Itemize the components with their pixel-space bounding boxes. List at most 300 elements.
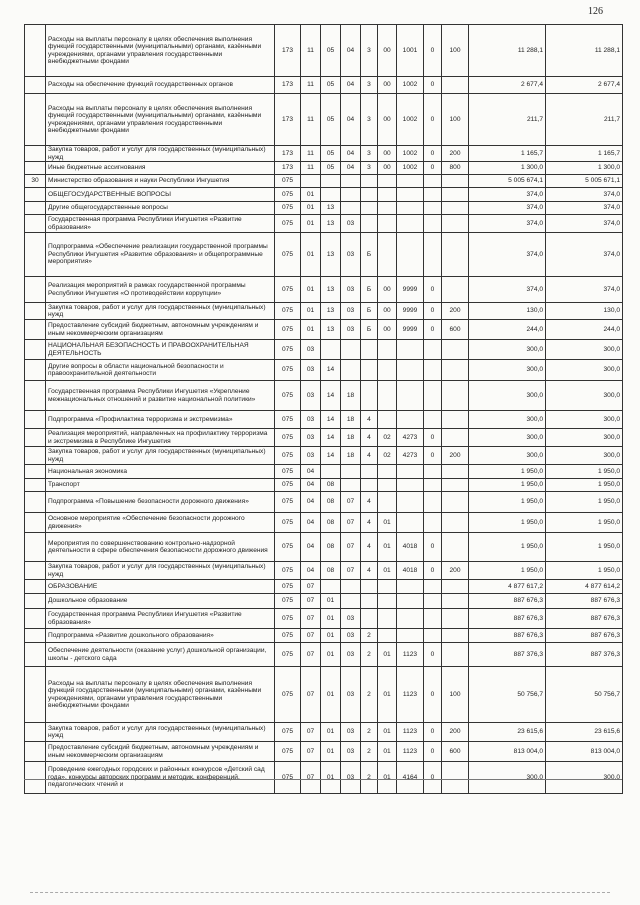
row-code-cell: 08 [321, 562, 341, 580]
table-row [25, 202, 623, 215]
row-code-cell: 01 [301, 277, 321, 303]
row-code-cell: 173 [275, 77, 301, 94]
row-code-cell: 11 [301, 77, 321, 94]
row-code-cell: 1123 [397, 723, 424, 742]
row-sum-cell: 813 004,0 [469, 742, 546, 762]
row-code-cell: 13 [321, 277, 341, 303]
table-row [25, 25, 623, 77]
row-code-cell [361, 340, 378, 360]
row-sum-cell: 300,0 [469, 360, 546, 381]
row-code-cell [378, 479, 397, 492]
row-code-cell [397, 175, 424, 188]
row-sum-cell: 813 004,0 [546, 742, 623, 762]
row-sum-cell: 374,0 [546, 233, 623, 277]
row-sum-cell: 300,0 [546, 447, 623, 465]
row-code-cell: 00 [378, 146, 397, 162]
row-code-cell [397, 202, 424, 215]
row-number-cell [25, 233, 46, 277]
row-code-cell [341, 479, 361, 492]
row-code-cell: 13 [321, 320, 341, 340]
table-row [25, 492, 623, 513]
row-code-cell [397, 465, 424, 479]
row-code-cell: 1002 [397, 94, 424, 146]
row-code-cell: 01 [321, 667, 341, 723]
page-number: 126 [588, 6, 603, 17]
row-code-cell [442, 513, 469, 533]
row-code-cell [361, 175, 378, 188]
row-name-cell: Проведение ежегодных городских и районных конкурсов «Детский сад года», конкурсы авторских программ и методик, конференций, педагогических чтений и [46, 762, 275, 794]
row-code-cell [378, 202, 397, 215]
row-code-cell: 14 [321, 360, 341, 381]
row-name-cell: ОБЩЕГОСУДАРСТВЕННЫЕ ВОПРОСЫ [46, 188, 275, 202]
footer-rule [24, 779, 622, 780]
row-code-cell [378, 465, 397, 479]
row-code-cell: 00 [378, 303, 397, 320]
row-code-cell: 01 [321, 742, 341, 762]
row-code-cell: 4273 [397, 447, 424, 465]
budget-sheet [24, 24, 622, 794]
row-name-cell: Иные бюджетные ассигнования [46, 162, 275, 175]
row-code-cell [378, 215, 397, 233]
row-name-cell: Закупка товаров, работ и услуг для государственных (муниципальных) нужд [46, 562, 275, 580]
row-sum-cell: 11 288,1 [546, 25, 623, 77]
row-code-cell: 04 [301, 513, 321, 533]
row-code-cell: 03 [301, 411, 321, 429]
row-name-cell: Транспорт [46, 479, 275, 492]
row-code-cell: 07 [341, 492, 361, 513]
row-code-cell [424, 594, 442, 609]
row-sum-cell: 1 950,0 [469, 562, 546, 580]
row-sum-cell: 887 676,3 [469, 629, 546, 643]
row-code-cell [361, 215, 378, 233]
row-code-cell [442, 465, 469, 479]
row-number-cell [25, 77, 46, 94]
row-code-cell: 01 [301, 202, 321, 215]
row-code-cell: 0 [424, 562, 442, 580]
row-code-cell [361, 609, 378, 629]
row-code-cell [397, 360, 424, 381]
row-code-cell: 18 [341, 429, 361, 447]
row-name-cell: Подпрограмма «Повышение безопасности дорожного движения» [46, 492, 275, 513]
row-code-cell: 075 [275, 742, 301, 762]
row-code-cell: 075 [275, 643, 301, 667]
row-code-cell: 0 [424, 77, 442, 94]
row-code-cell [442, 233, 469, 277]
row-code-cell [301, 175, 321, 188]
row-code-cell: 4273 [397, 429, 424, 447]
row-code-cell: Б [361, 277, 378, 303]
row-code-cell [424, 202, 442, 215]
row-sum-cell: 374,0 [546, 188, 623, 202]
row-code-cell: 03 [341, 742, 361, 762]
row-code-cell: 01 [321, 629, 341, 643]
row-code-cell: 075 [275, 594, 301, 609]
table-row [25, 465, 623, 479]
table-row [25, 411, 623, 429]
row-code-cell: 9999 [397, 277, 424, 303]
row-code-cell [361, 188, 378, 202]
row-code-cell: 075 [275, 580, 301, 594]
row-code-cell: 0 [424, 643, 442, 667]
row-code-cell: 04 [301, 533, 321, 562]
row-code-cell: 03 [341, 643, 361, 667]
row-code-cell [442, 762, 469, 794]
table-row [25, 320, 623, 340]
row-sum-cell: 130,0 [469, 303, 546, 320]
row-sum-cell: 1 950,0 [546, 562, 623, 580]
row-number-cell [25, 340, 46, 360]
table-row [25, 594, 623, 609]
row-code-cell: 07 [301, 609, 321, 629]
row-code-cell: 1002 [397, 162, 424, 175]
row-code-cell: 1123 [397, 742, 424, 762]
row-name-cell: Государственная программа Республики Ингушетия «Развитие образования» [46, 215, 275, 233]
row-code-cell: 9999 [397, 303, 424, 320]
row-code-cell: Б [361, 233, 378, 277]
table-row [25, 513, 623, 533]
row-code-cell: 075 [275, 609, 301, 629]
row-code-cell: 11 [301, 162, 321, 175]
row-code-cell [341, 580, 361, 594]
budget-table-body [25, 25, 623, 794]
table-row [25, 479, 623, 492]
row-code-cell [378, 233, 397, 277]
row-code-cell: 01 [301, 303, 321, 320]
row-code-cell: 3 [361, 77, 378, 94]
row-code-cell [341, 465, 361, 479]
row-code-cell: 2 [361, 629, 378, 643]
row-code-cell: 04 [341, 146, 361, 162]
row-code-cell: 03 [341, 215, 361, 233]
row-code-cell [442, 215, 469, 233]
row-name-cell: Расходы на выплаты персоналу в целях обеспечения выполнения функций государственными (муниципальными) органами, казёнными учреждениями, органами управления государственными внебюджетными фондами [46, 94, 275, 146]
row-number-cell [25, 429, 46, 447]
row-name-cell: НАЦИОНАЛЬНАЯ БЕЗОПАСНОСТЬ И ПРАВООХРАНИТЕЛЬНАЯ ДЕЯТЕЛЬНОСТЬ [46, 340, 275, 360]
row-code-cell [397, 479, 424, 492]
row-number-cell [25, 162, 46, 175]
table-row [25, 360, 623, 381]
row-code-cell: 08 [321, 492, 341, 513]
row-code-cell: 173 [275, 25, 301, 77]
row-code-cell: 01 [378, 513, 397, 533]
row-code-cell: 07 [301, 594, 321, 609]
row-sum-cell: 5 005 674,1 [469, 175, 546, 188]
row-code-cell: 08 [321, 513, 341, 533]
row-code-cell: 03 [341, 233, 361, 277]
row-code-cell [424, 340, 442, 360]
row-code-cell [397, 215, 424, 233]
row-code-cell: 07 [301, 742, 321, 762]
row-code-cell: 01 [378, 643, 397, 667]
row-code-cell: 200 [442, 562, 469, 580]
row-sum-cell: 4 877 617,2 [469, 580, 546, 594]
row-number-cell [25, 533, 46, 562]
row-name-cell: Национальная экономика [46, 465, 275, 479]
row-code-cell [424, 492, 442, 513]
row-code-cell [424, 381, 442, 411]
row-sum-cell: 2 677,4 [469, 77, 546, 94]
budget-table [24, 24, 623, 794]
table-row [25, 742, 623, 762]
row-code-cell [361, 479, 378, 492]
row-sum-cell: 23 615,6 [546, 723, 623, 742]
row-name-cell: Предоставление субсидий бюджетным, автономным учреждениям и иным некоммерческим организациям [46, 742, 275, 762]
row-number-cell [25, 465, 46, 479]
row-sum-cell: 1 950,0 [469, 465, 546, 479]
row-number-cell [25, 479, 46, 492]
row-code-cell: 11 [301, 25, 321, 77]
row-code-cell: 01 [321, 643, 341, 667]
table-row [25, 629, 623, 643]
row-code-cell [442, 533, 469, 562]
row-name-cell: Предоставление субсидий бюджетным, автономным учреждениям и иным некоммерческим организациям [46, 320, 275, 340]
row-code-cell: 01 [378, 533, 397, 562]
table-row [25, 303, 623, 320]
row-code-cell [341, 360, 361, 381]
row-code-cell: 075 [275, 513, 301, 533]
row-sum-cell: 300,0 [469, 447, 546, 465]
row-code-cell [442, 492, 469, 513]
row-code-cell [378, 411, 397, 429]
row-sum-cell: 2 677,4 [546, 77, 623, 94]
row-code-cell: 07 [301, 643, 321, 667]
table-row [25, 94, 623, 146]
row-sum-cell: 11 288,1 [469, 25, 546, 77]
table-row [25, 762, 623, 794]
row-code-cell: 13 [321, 215, 341, 233]
row-code-cell: 01 [378, 667, 397, 723]
row-name-cell: Реализация мероприятий, направленных на профилактику терроризма и экстремизма в Республике Ингушетия [46, 429, 275, 447]
row-code-cell: 600 [442, 742, 469, 762]
row-code-cell [397, 411, 424, 429]
table-row [25, 609, 623, 629]
row-code-cell: 00 [378, 94, 397, 146]
row-code-cell: 01 [301, 188, 321, 202]
table-row [25, 643, 623, 667]
row-sum-cell: 130,0 [546, 303, 623, 320]
row-code-cell: 04 [341, 162, 361, 175]
row-code-cell [397, 594, 424, 609]
row-code-cell: 07 [301, 762, 321, 794]
row-code-cell: 075 [275, 723, 301, 742]
row-sum-cell: 244,0 [546, 320, 623, 340]
row-code-cell: 02 [378, 429, 397, 447]
row-code-cell [424, 513, 442, 533]
row-code-cell: 0 [424, 447, 442, 465]
row-code-cell: 01 [321, 609, 341, 629]
row-code-cell: 14 [321, 429, 341, 447]
row-sum-cell: 300,0 [546, 429, 623, 447]
row-sum-cell: 374,0 [469, 215, 546, 233]
row-code-cell: 4 [361, 429, 378, 447]
row-number-cell [25, 762, 46, 794]
row-code-cell [378, 188, 397, 202]
row-number-cell [25, 580, 46, 594]
row-code-cell: 0 [424, 533, 442, 562]
row-sum-cell: 1 300,0 [469, 162, 546, 175]
row-code-cell: Б [361, 320, 378, 340]
row-code-cell [397, 188, 424, 202]
row-name-cell: Подпрограмма «Обеспечение реализации государственной программы Республики Ингушетия «Развитие образования» и общепрограммные мероприятия» [46, 233, 275, 277]
row-code-cell [361, 381, 378, 411]
row-code-cell: 14 [321, 381, 341, 411]
row-name-cell: Подпрограмма «Развитие дошкольного образования» [46, 629, 275, 643]
row-number-cell [25, 411, 46, 429]
row-code-cell: 0 [424, 667, 442, 723]
row-code-cell: 100 [442, 25, 469, 77]
row-number-cell [25, 303, 46, 320]
row-code-cell [378, 580, 397, 594]
row-sum-cell: 4 877 614,2 [546, 580, 623, 594]
row-code-cell: 075 [275, 447, 301, 465]
row-code-cell [397, 340, 424, 360]
row-code-cell [397, 609, 424, 629]
row-number-cell [25, 188, 46, 202]
row-code-cell: 07 [341, 513, 361, 533]
row-code-cell: 075 [275, 202, 301, 215]
row-code-cell: 2 [361, 762, 378, 794]
table-row [25, 533, 623, 562]
row-code-cell [378, 609, 397, 629]
row-number-cell [25, 667, 46, 723]
row-code-cell: 4 [361, 513, 378, 533]
row-number-cell [25, 25, 46, 77]
row-name-cell: Мероприятия по совершенствованию контрольно-надзорной деятельности в сфере обеспечения безопасности дорожного движения [46, 533, 275, 562]
row-code-cell: 0 [424, 742, 442, 762]
row-code-cell [321, 580, 341, 594]
row-name-cell: Министерство образования и науки Республики Ингушетия [46, 175, 275, 188]
row-code-cell: 04 [341, 77, 361, 94]
row-code-cell: 03 [341, 277, 361, 303]
row-sum-cell: 300,0 [469, 381, 546, 411]
row-code-cell: 075 [275, 479, 301, 492]
row-code-cell: 04 [341, 25, 361, 77]
row-sum-cell: 300,0 [469, 411, 546, 429]
table-row [25, 162, 623, 175]
row-code-cell [442, 175, 469, 188]
row-code-cell: 4 [361, 447, 378, 465]
row-code-cell [442, 277, 469, 303]
row-code-cell: 0 [424, 320, 442, 340]
row-name-cell: Основное мероприятие «Обеспечение безопасности дорожного движения» [46, 513, 275, 533]
table-row [25, 580, 623, 594]
row-number-cell [25, 360, 46, 381]
row-code-cell: 0 [424, 146, 442, 162]
row-sum-cell: 1 950,0 [546, 533, 623, 562]
row-code-cell [397, 629, 424, 643]
row-code-cell [321, 340, 341, 360]
row-code-cell [397, 513, 424, 533]
row-code-cell: 0 [424, 762, 442, 794]
row-code-cell: 04 [301, 479, 321, 492]
row-sum-cell: 374,0 [546, 215, 623, 233]
row-code-cell: 0 [424, 303, 442, 320]
row-number-cell [25, 609, 46, 629]
row-code-cell: 075 [275, 629, 301, 643]
row-code-cell [424, 479, 442, 492]
row-sum-cell: 1 950,0 [546, 492, 623, 513]
row-code-cell: 07 [301, 667, 321, 723]
row-code-cell [341, 594, 361, 609]
row-number-cell [25, 742, 46, 762]
row-sum-cell: 1 950,0 [546, 465, 623, 479]
row-code-cell: 2 [361, 742, 378, 762]
row-code-cell: 3 [361, 94, 378, 146]
row-code-cell [442, 429, 469, 447]
row-name-cell: Реализация мероприятий в рамках государственной программы Республики Ингушетия «О противодействии коррупции» [46, 277, 275, 303]
row-code-cell: 01 [378, 562, 397, 580]
row-sum-cell: 887 676,3 [469, 609, 546, 629]
row-code-cell [442, 77, 469, 94]
row-code-cell: 03 [301, 360, 321, 381]
row-code-cell [424, 188, 442, 202]
row-code-cell: 08 [321, 533, 341, 562]
row-code-cell: 2 [361, 723, 378, 742]
row-name-cell: Закупка товаров, работ и услуг для государственных (муниципальных) нужд [46, 303, 275, 320]
row-code-cell: 18 [341, 411, 361, 429]
row-code-cell [442, 609, 469, 629]
table-row [25, 381, 623, 411]
row-sum-cell: 887 676,3 [546, 629, 623, 643]
row-code-cell: 0 [424, 94, 442, 146]
row-code-cell: 2 [361, 667, 378, 723]
row-sum-cell: 887 376,3 [546, 643, 623, 667]
row-code-cell [442, 411, 469, 429]
row-code-cell: 3 [361, 146, 378, 162]
row-code-cell: 1123 [397, 643, 424, 667]
row-code-cell [341, 188, 361, 202]
row-code-cell [442, 580, 469, 594]
row-sum-cell: 300,0 [546, 360, 623, 381]
row-code-cell: 075 [275, 492, 301, 513]
row-number-cell [25, 277, 46, 303]
row-sum-cell: 1 950,0 [546, 479, 623, 492]
row-code-cell: 4 [361, 492, 378, 513]
row-code-cell [361, 360, 378, 381]
row-code-cell [424, 629, 442, 643]
row-code-cell: 1123 [397, 667, 424, 723]
row-code-cell: 01 [321, 594, 341, 609]
row-name-cell: ОБРАЗОВАНИЕ [46, 580, 275, 594]
row-code-cell: 07 [341, 533, 361, 562]
row-name-cell: Государственная программа Республики Ингушетия «Развитие образования» [46, 609, 275, 629]
row-sum-cell: 300,0 [469, 429, 546, 447]
row-code-cell: 00 [378, 277, 397, 303]
row-code-cell: 07 [301, 723, 321, 742]
table-row [25, 146, 623, 162]
row-code-cell [361, 465, 378, 479]
table-row [25, 277, 623, 303]
row-sum-cell: 887 376,3 [469, 643, 546, 667]
row-sum-cell: 1 300,0 [546, 162, 623, 175]
row-number-cell [25, 513, 46, 533]
row-code-cell [397, 381, 424, 411]
row-code-cell [361, 580, 378, 594]
row-code-cell [442, 188, 469, 202]
row-code-cell: 03 [341, 320, 361, 340]
row-code-cell: 0 [424, 277, 442, 303]
row-code-cell: 11 [301, 94, 321, 146]
row-code-cell: 173 [275, 146, 301, 162]
row-code-cell [321, 175, 341, 188]
row-code-cell: 075 [275, 762, 301, 794]
row-number-cell [25, 594, 46, 609]
row-sum-cell: 887 676,3 [546, 594, 623, 609]
row-code-cell: 075 [275, 233, 301, 277]
row-code-cell: 01 [378, 723, 397, 742]
row-code-cell: 04 [341, 94, 361, 146]
row-sum-cell: 211,7 [546, 94, 623, 146]
